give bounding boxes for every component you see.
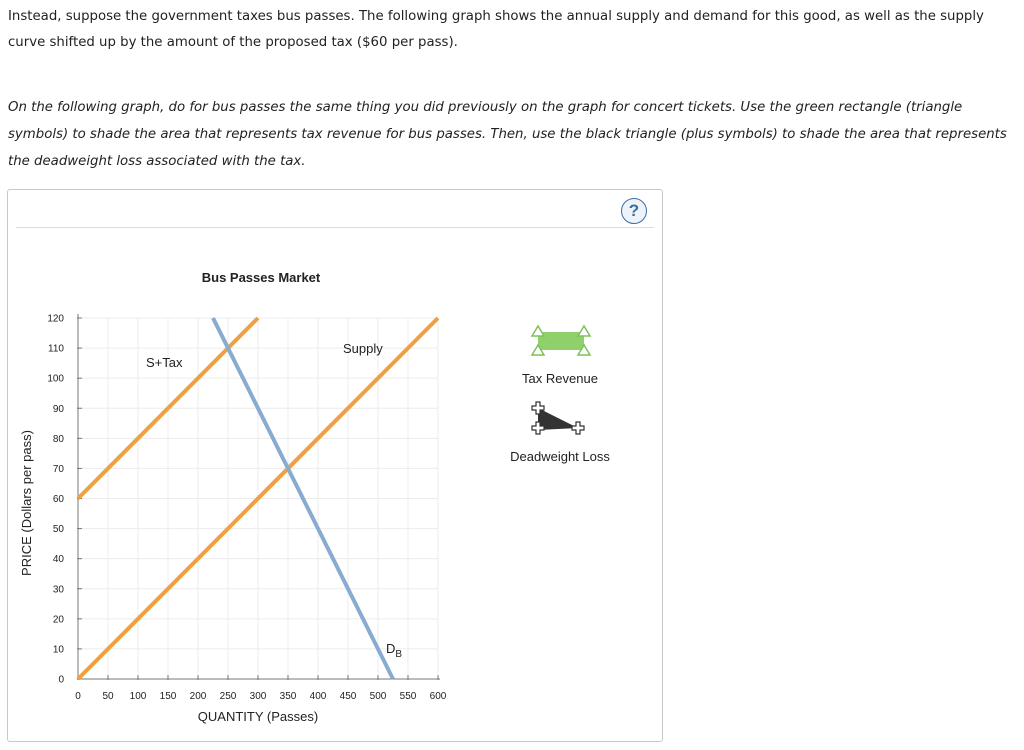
- y-axis-ticks: [47, 314, 82, 686]
- y-tick-label: 30: [52, 584, 64, 596]
- demand-curve-subscript: B: [395, 649, 403, 660]
- x-tick-label: 100: [129, 691, 147, 702]
- x-tick-label: 600: [429, 691, 447, 702]
- y-tick-label: 0: [58, 674, 64, 686]
- x-tick-label: 500: [369, 691, 387, 702]
- y-tick-label: 60: [52, 494, 64, 505]
- triangle-handle-icon[interactable]: [578, 326, 590, 336]
- deadweight-loss-tool[interactable]: [532, 402, 584, 434]
- deadweight-loss-label: Deadweight Loss: [510, 449, 610, 464]
- y-axis-label: PRICE (Dollars per pass): [19, 430, 34, 576]
- x-tick-label: 550: [399, 691, 417, 702]
- y-tick-label: 110: [48, 343, 64, 355]
- x-tick-label: 150: [159, 691, 177, 702]
- plus-handle-icon[interactable]: [572, 422, 584, 434]
- help-icon[interactable]: ?: [621, 198, 647, 224]
- y-tick-label: 120: [47, 313, 64, 325]
- y-tick-label: 80: [52, 433, 64, 445]
- x-tick-label: 350: [279, 691, 297, 702]
- supply-curve-label: Supply: [343, 341, 383, 356]
- demand-curve-label: [386, 641, 402, 660]
- x-tick-label: 450: [339, 691, 357, 702]
- x-tick-label: 300: [249, 691, 267, 702]
- demand-curve-letter: D: [386, 641, 396, 656]
- y-tick-label: 100: [47, 373, 64, 385]
- x-tick-label: 200: [189, 691, 207, 702]
- x-tick-label: 0: [75, 691, 81, 702]
- y-tick-label: 90: [52, 403, 64, 415]
- chart-title: Bus Passes Market: [201, 270, 321, 285]
- supply-demand-chart: [8, 190, 662, 741]
- x-tick-label: 50: [102, 691, 114, 702]
- question-intro: Instead, suppose the government taxes bus passes. The following graph shows the annual supply and demand for this good, as well as the supply curve shifted up by the amount of the proposed tax ($60 per pass).: [8, 9, 984, 50]
- tax-revenue-tool[interactable]: [532, 326, 590, 355]
- y-tick-label: 50: [52, 524, 64, 536]
- question-instructions: On the following graph, do for bus passes the same thing you did previously on the graph for concert tickets. Use the green rectangle (triangle symbols) to shade the area that represents tax revenue for bus passes. Then, use the black triangle (plus symbols) to shade the area that represents the deadweight loss associated with the tax.: [8, 100, 1007, 169]
- x-axis-label: QUANTITY (Passes): [197, 709, 319, 724]
- y-tick-label: 70: [52, 463, 64, 475]
- tax-revenue-label: Tax Revenue: [522, 371, 598, 386]
- triangle-handle-icon[interactable]: [532, 326, 544, 336]
- y-tick-label: 10: [52, 644, 64, 656]
- graph-panel: [7, 189, 663, 742]
- y-tick-label: 40: [52, 554, 64, 566]
- tax-revenue-swatch[interactable]: [538, 332, 584, 350]
- x-tick-label: 400: [309, 691, 327, 702]
- y-tick-label: 20: [52, 614, 64, 626]
- x-tick-label: 250: [219, 691, 237, 702]
- supply-tax-curve-label: S+Tax: [146, 355, 183, 370]
